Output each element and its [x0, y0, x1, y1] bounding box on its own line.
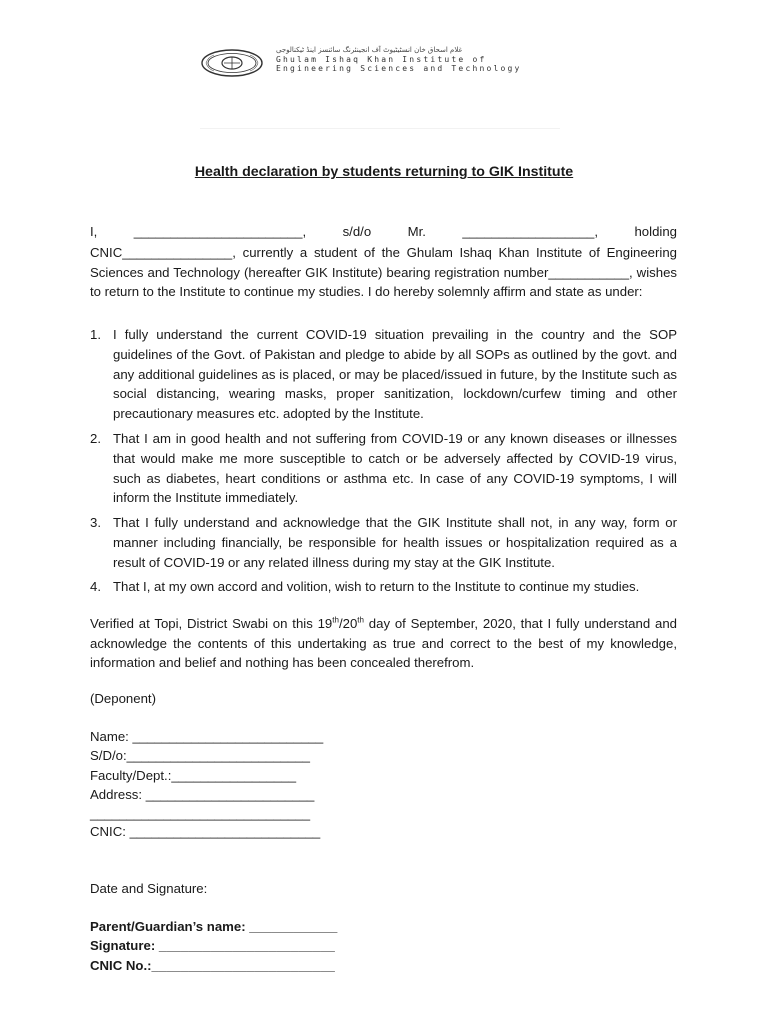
- item-text: I fully understand the current COVID-19 situation prevailing in the country and the SOP guidelines of the Govt. of Pakistan and pledge to abide by all SOPs as outlined by the govt. and any additional guidelines as is placed, or may be placed/issued in future, by the Institute such as social distancing, wearing masks, proper sanitization, lockdown/curfew timing and other precautionary measures etc. adopted by the Institute.: [113, 327, 677, 422]
- item-text: That I, at my own accord and volition, wish to return to the Institute to continue my studies.: [113, 579, 640, 594]
- item-number: 3.: [90, 515, 101, 530]
- institute-seal-logo: [200, 48, 264, 78]
- item-number: 2.: [90, 431, 101, 446]
- letterhead-divider: [200, 128, 560, 129]
- verification-sup: th: [357, 615, 364, 625]
- intro-part: Mr.: [407, 224, 426, 239]
- verification-pre: Verified at Topi, District Swabi on this 19: [90, 616, 333, 631]
- deponent-label: (Deponent): [90, 691, 156, 706]
- deponent-name-field[interactable]: Name: __________________________: [90, 729, 324, 744]
- letterhead-line1: Ghulam Ishaq Khan Institute of: [276, 55, 487, 64]
- guardian-name-field[interactable]: Parent/Guardian’s name: ____________: [90, 919, 338, 934]
- item-number: 4.: [90, 579, 101, 594]
- item-text: That I fully understand and acknowledge that the GIK Institute shall not, in any way, form or manner including financially, be responsible for health issues or hospitalization required as a result of COVID-19 or any related illness during my stay at the GIK Institute.: [113, 515, 677, 570]
- guardian-cnic-field[interactable]: CNIC No.:_________________________: [90, 958, 335, 973]
- declaration-item: [90, 577, 677, 597]
- letterhead-line2: Engineering Sciences and Technology: [276, 64, 522, 73]
- declaration-item: [90, 429, 677, 508]
- intro-first-line: [90, 224, 677, 239]
- verification-mid: /20: [338, 616, 358, 631]
- deponent-faculty-field[interactable]: Faculty/Dept.:_________________: [90, 768, 297, 783]
- deponent-cnic-field[interactable]: CNIC: __________________________: [90, 824, 321, 839]
- verification-post: day of September, 2020, that I fully understand and acknowledge the contents of this undertaking as true and correct to the best of my knowledge, information and belief and nothing has been concealed therefrom.: [90, 616, 677, 670]
- verification-paragraph: [90, 614, 677, 673]
- intro-father-blank: __________________,: [462, 224, 599, 239]
- letterhead-urdu-text: غلام اسحاق خان انسٹیٹیوٹ آف انجینئرنگ سائنسز اینڈ ٹیکنالوجی: [276, 46, 463, 54]
- item-number: 1.: [90, 327, 101, 342]
- deponent-address-field[interactable]: Address: _______________________: [90, 787, 315, 802]
- deponent-address-line2[interactable]: ______________________________: [90, 806, 311, 821]
- intro-part: s/d/o: [342, 224, 372, 239]
- guardian-signature-field[interactable]: Signature: ________________________: [90, 938, 335, 953]
- item-text: That I am in good health and not suffering from COVID-19 or any known diseases or illnesses that would make me more susceptible to catch or be adversely affected by COVID-19 virus, such as diabetes, heart conditions or asthma etc. In case of any COVID-19 symptoms, I will inform the Institute immediately.: [113, 431, 677, 506]
- intro-name-blank: _______________________,: [133, 224, 307, 239]
- letterhead: [200, 46, 540, 80]
- declaration-item: [90, 513, 677, 572]
- date-signature-label: Date and Signature:: [90, 881, 208, 896]
- intro-part: holding: [634, 224, 677, 239]
- declaration-item: [90, 325, 677, 424]
- intro-paragraph: CNIC_______________, currently a student of the Ghulam Ishaq Khan Institute of Engineering Sciences and Technology (hereafter GIK Institute) bearing registration number___________, wishes to return to the Institute to continue my studies. I do hereby solemnly affirm and state as under:: [90, 245, 677, 299]
- document-title: Health declaration by students returning to GIK Institute: [194, 164, 574, 180]
- verification-sup: th: [332, 615, 339, 625]
- deponent-sdo-field[interactable]: S/D/o:_________________________: [90, 748, 311, 763]
- intro-part: I,: [90, 224, 98, 239]
